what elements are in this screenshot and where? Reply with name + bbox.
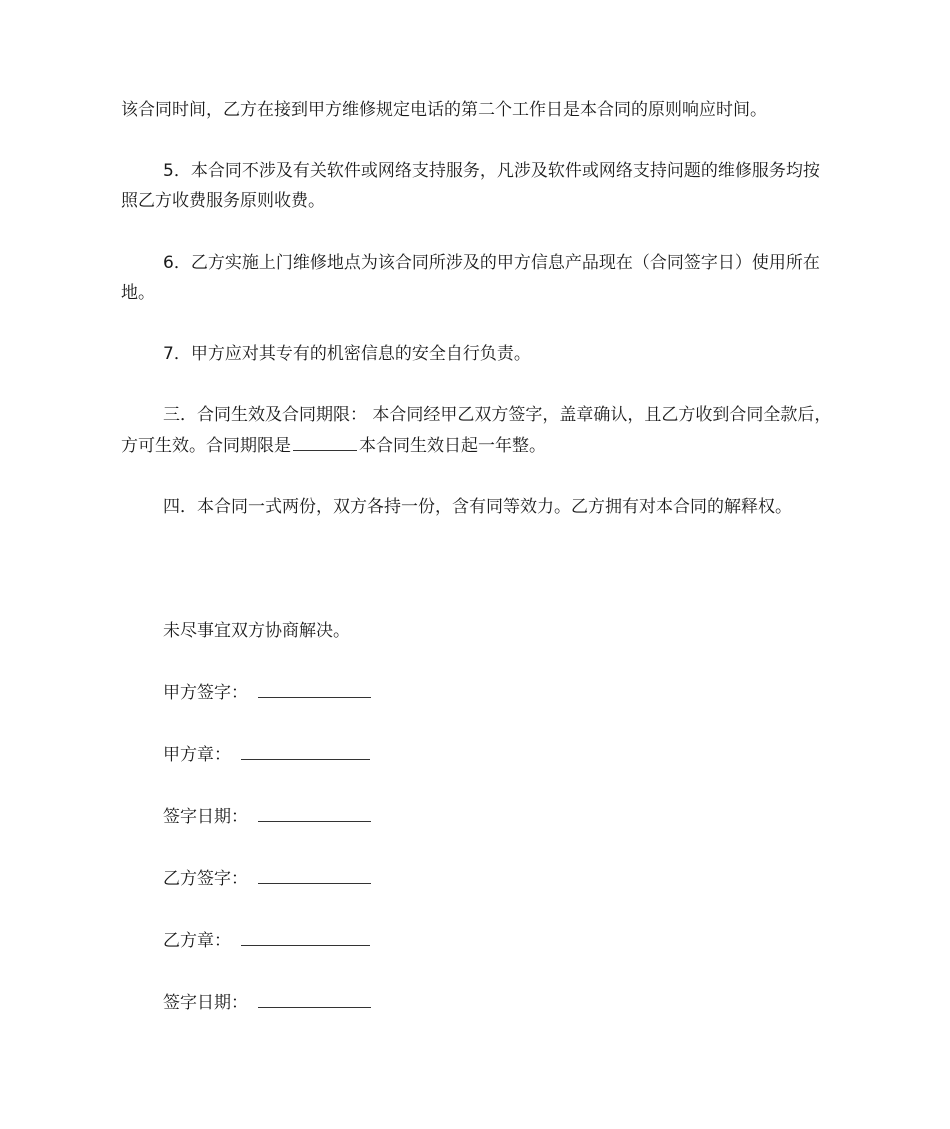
paragraph-copies: 四．本合同一式两份，双方各持一份，含有同等效力。乙方拥有对本合同的解释权。 — [163, 497, 792, 517]
party-a-date-label: 签字日期： — [163, 807, 248, 827]
party-b-date-blank — [258, 987, 371, 1008]
effective-term-text: 三．合同生效及合同期限： 本合同经甲乙双方签字，盖章确认，且乙方收到合同全款后，方可生效。合同期限是 — [121, 405, 832, 456]
term-blank-line — [293, 430, 357, 451]
paragraph-response-time: 该合同时间，乙方在接到甲方维修规定电话的第二个工作日是本合同的原则响应时间。 — [121, 100, 767, 120]
party-a-signature-blank — [258, 677, 371, 698]
paragraph-clause-5: 5．本合同不涉及有关软件或网络支持服务，凡涉及软件或网络支持问题的维修服务均按照乙方收费服务原则收费。 — [121, 161, 820, 211]
party-a-signature-label: 甲方签字： — [163, 683, 248, 703]
party-a-signature-line — [163, 677, 371, 708]
party-b-date-line — [163, 987, 371, 1018]
party-a-date-line — [163, 801, 371, 832]
effective-term-text-end: 本合同生效日起一年整。 — [359, 436, 546, 456]
party-a-seal-line — [163, 739, 370, 770]
party-b-signature-line — [163, 863, 371, 894]
party-b-signature-blank — [258, 863, 371, 884]
paragraph-effective-term — [121, 400, 833, 461]
party-b-seal-label: 乙方章： — [163, 931, 231, 951]
party-a-seal-blank — [241, 739, 370, 760]
party-b-signature-label: 乙方签字： — [163, 869, 248, 889]
party-b-seal-line — [163, 925, 370, 956]
party-b-seal-blank — [241, 925, 370, 946]
party-b-date-label: 签字日期： — [163, 993, 248, 1013]
paragraph-negotiation: 未尽事宜双方协商解决。 — [163, 621, 350, 641]
paragraph-clause-7: 7．甲方应对其专有的机密信息的安全自行负责。 — [163, 344, 531, 364]
paragraph-clause-6: 6．乙方实施上门维修地点为该合同所涉及的甲方信息产品现在（合同签字日）使用所在地。 — [121, 253, 820, 303]
party-a-date-blank — [258, 801, 371, 822]
party-a-seal-label: 甲方章： — [163, 745, 231, 765]
